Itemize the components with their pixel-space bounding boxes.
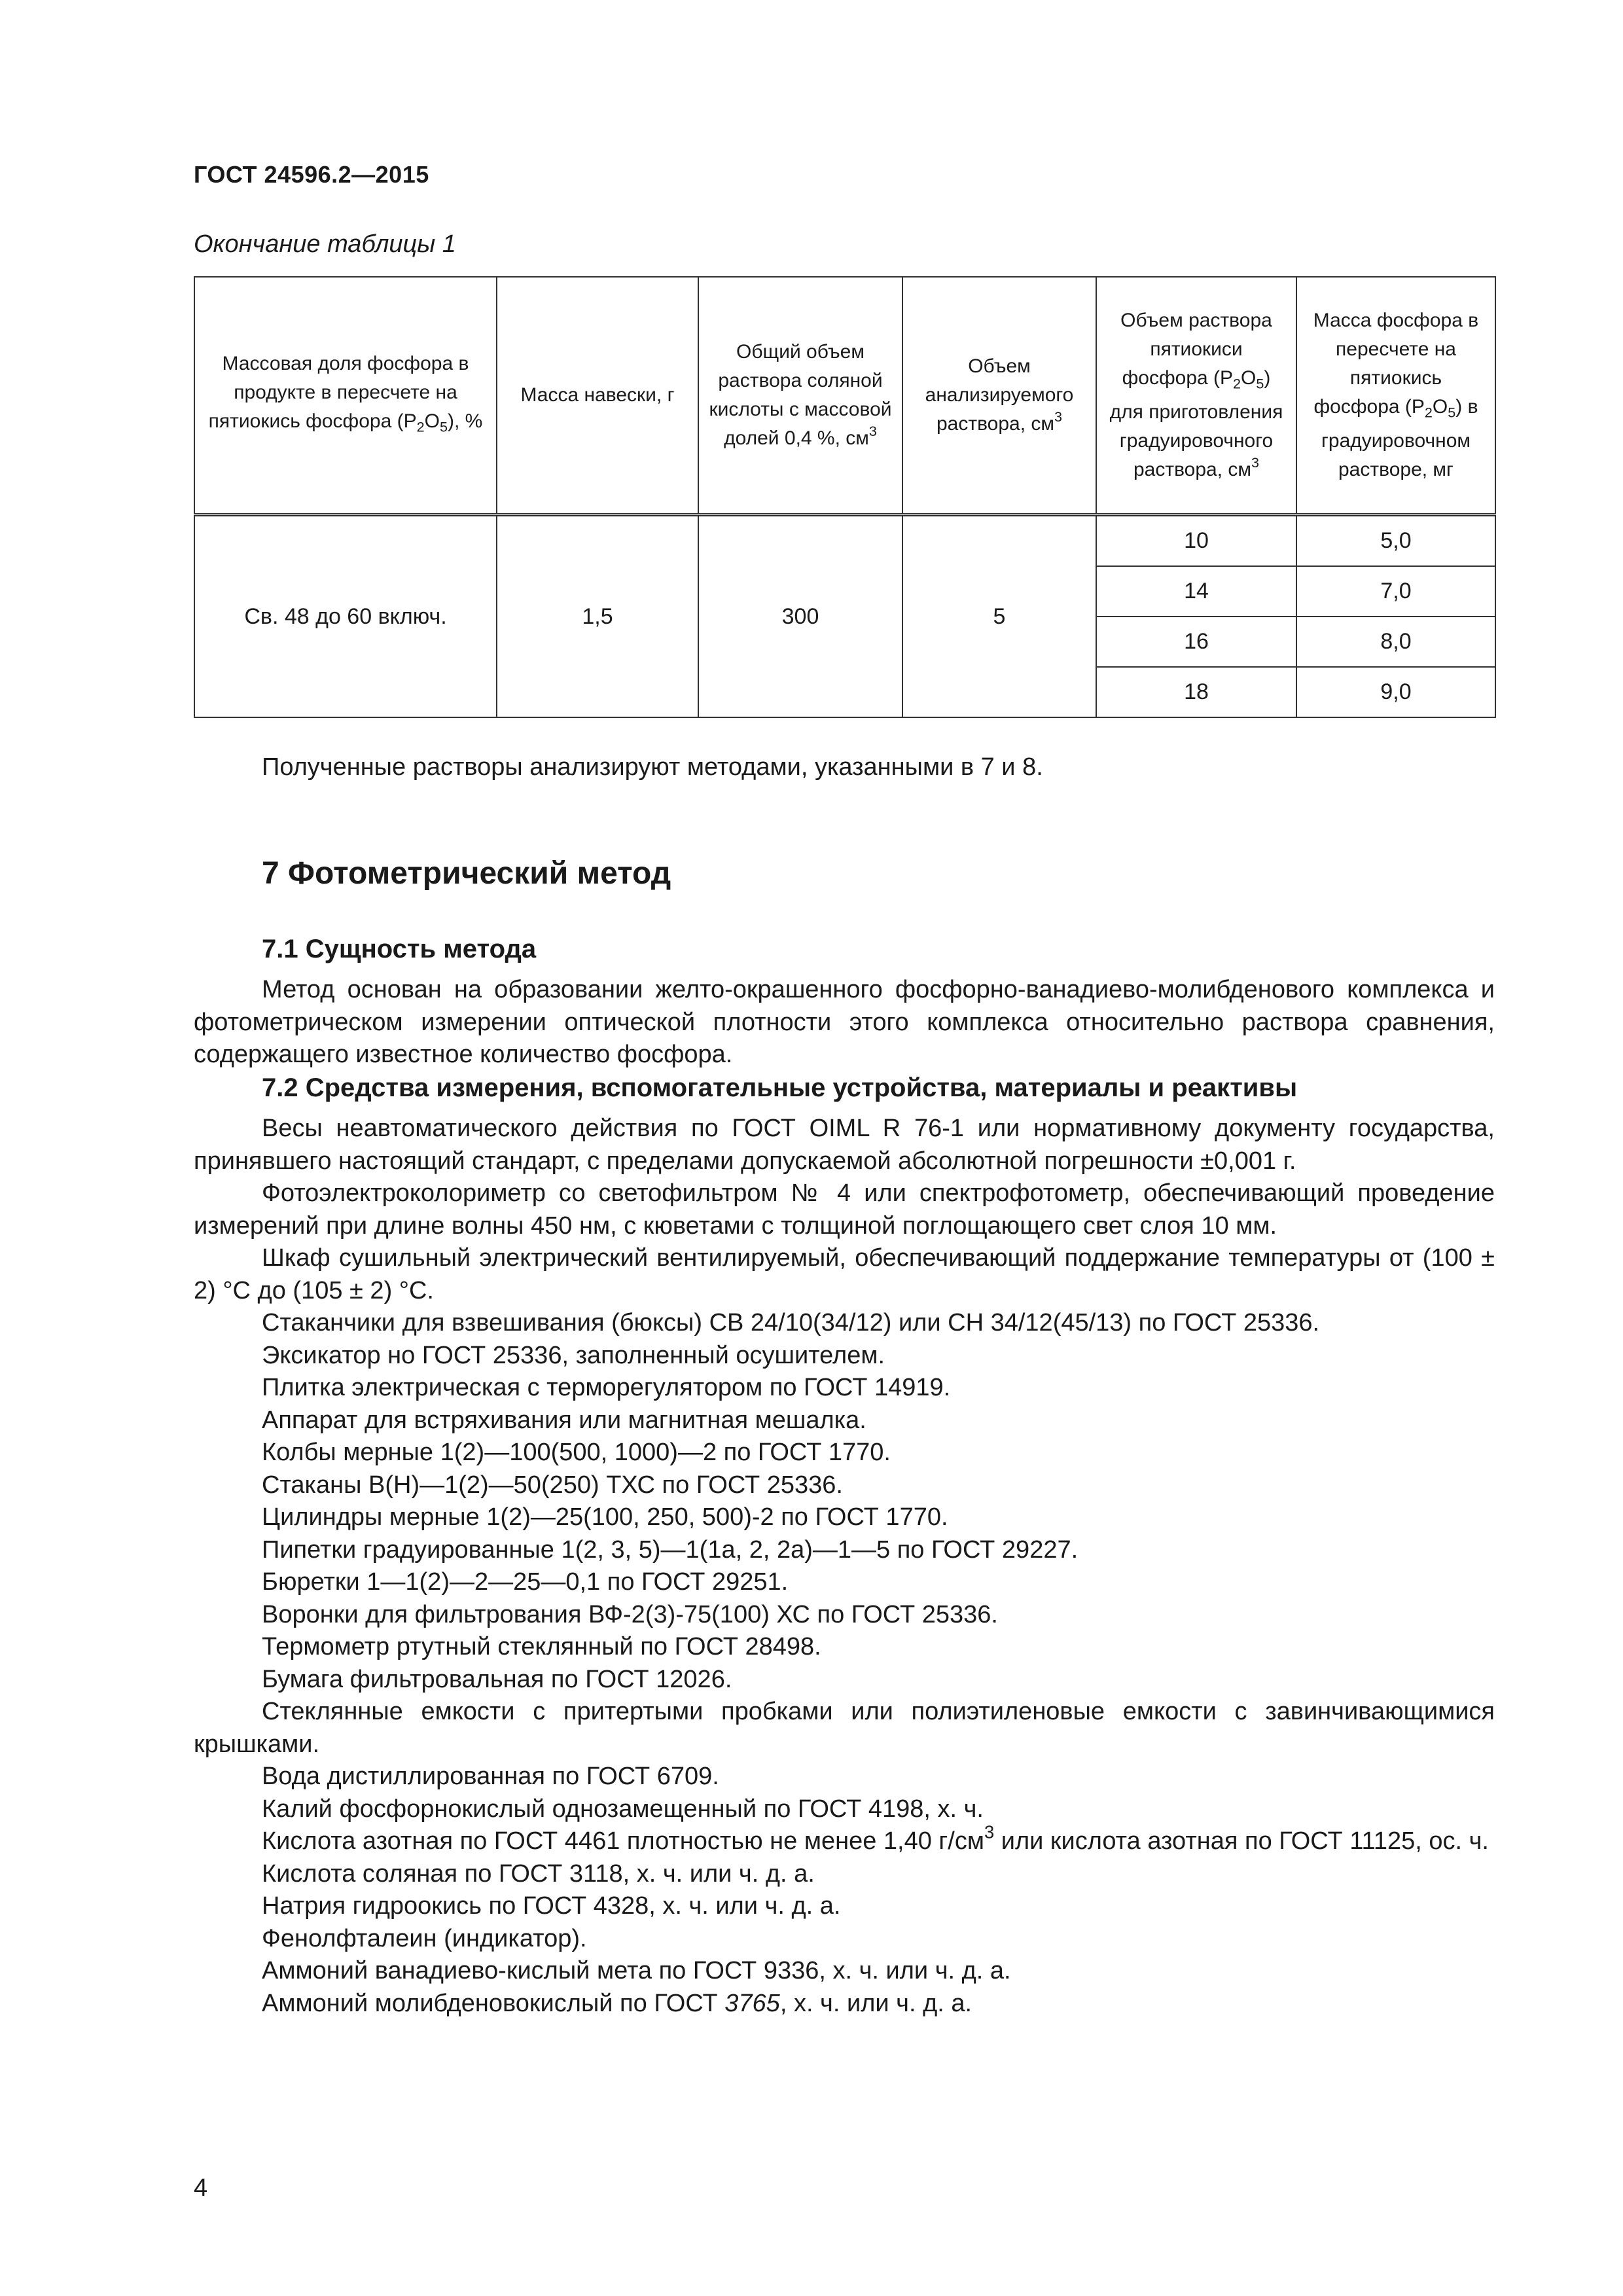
page-number: 4: [194, 2174, 208, 2202]
section-7-1-body: [194, 974, 1495, 1071]
table-header-row: [194, 277, 1495, 515]
cell-solution-volume: 10: [1096, 515, 1296, 567]
section-7-title: 7 Фотометрический метод: [262, 856, 671, 891]
list-item: Калий фосфорнокислый однозамещенный по ГОСТ 4198, х. ч.: [262, 1795, 984, 1823]
list-item: Бумага фильтровальная по ГОСТ 12026.: [262, 1665, 732, 1693]
list-item: Фенолфталеин (индикатор).: [262, 1924, 587, 1952]
list-item: Стаканы В(Н)—1(2)—50(250) ТХС по ГОСТ 25336.: [262, 1471, 843, 1499]
table-1: [194, 276, 1496, 718]
header-sample-mass: Масса навески, г: [497, 277, 698, 515]
list-item: Аммоний ванадиево-кислый мета по ГОСТ 9336, х. ч. или ч. д. а.: [262, 1957, 1011, 1984]
list-item: Плитка электрическая с терморегулятором по ГОСТ 14919.: [262, 1374, 951, 1401]
after-table-paragraph: Полученные растворы анализируют методами, указанными в 7 и 8.: [262, 753, 1043, 781]
header-analyzed-volume: Объем анализируемого раствора, $см^3$: [902, 277, 1096, 515]
list-item: Бюретки 1—1(2)—2—25—0,1 по ГОСТ 29251.: [262, 1568, 789, 1596]
cell-phosphorus-mass: 5,0: [1296, 515, 1495, 567]
cell-phosphorus-mass: 7,0: [1296, 566, 1495, 617]
list-item-ammonium-molybdate: Аммоний молибденовокислый по ГОСТ 3765, х. ч. или ч. д. а.: [262, 1989, 972, 2017]
list-item: Кислота соляная по ГОСТ 3118, х. ч. или ч. д. а.: [262, 1859, 815, 1888]
list-item-nitric-acid: Кислота азотная по ГОСТ 4461 плотностью не менее 1,40 $г/см^3$ или кислота азотная по ГОСТ 11125, ос. ч.: [262, 1821, 1489, 1855]
standard-header: ГОСТ 24596.2—2015: [194, 161, 429, 188]
list-item: Фотоэлектроколориметр со светофильтром № 4 или спектрофотометр, обеспечивающий проведение измерений при длине волны 450 нм, с кюветами с толщиной поглощающего свет слоя 10 мм.: [194, 1179, 1495, 1240]
list-item: Пипетки градуированные 1(2, 3, 5)—1(1а, 2, 2а)—1—5 по ГОСТ 29227.: [262, 1535, 1079, 1564]
header-pentoxide-solution-volume: Объем раствора пятиокиси фосфора $(P_2O_5)$ для приготовления градуировочного раствора, $см^3$: [1096, 277, 1296, 515]
list-item: Воронки для фильтрования ВФ-2(3)-75(100) ХС по ГОСТ 25336.: [262, 1600, 998, 1628]
table-caption: Окончание таблицы 1: [194, 230, 456, 258]
list-item: Термометр ртутный стеклянный по ГОСТ 28498.: [262, 1633, 821, 1660]
paragraph: Метод основан на образовании желто-окрашенного фосфорно-ванадиево-молибденового комплекса и фотометрическом измерении оптической плотности этого комплекса относительно раствора сравнения, содержащего известное количество фосфора.: [194, 976, 1495, 1068]
list-item: Вода дистиллированная по ГОСТ 6709.: [262, 1763, 719, 1790]
table-row: [194, 515, 1495, 567]
cell-phosphorus-mass: 9,0: [1296, 667, 1495, 717]
list-item: Весы неавтоматического действия по ГОСТ OIML R 76-1 или нормативному документу государства, принявшего настоящий стандарт, с пределами допускаемой абсолютной погрешности ±0,001 г.: [194, 1115, 1495, 1175]
list-item: Колбы мерные 1(2)—100(500, 1000)—2 по ГОСТ 1770.: [262, 1439, 891, 1466]
list-item: Шкаф сушильный электрический вентилируемый, обеспечивающий поддержание температуры от (100 ± 2) °С до (105 ± 2) °С.: [194, 1244, 1495, 1304]
list-item: Стеклянные емкости с притертыми пробками или полиэтиленовые емкости с завинчивающимися крышками.: [194, 1698, 1495, 1758]
cell-phosphorus-mass: 8,0: [1296, 617, 1495, 667]
list-item: Цилиндры мерные 1(2)—25(100, 250, 500)-2 по ГОСТ 1770.: [262, 1503, 948, 1531]
cell-sample-mass: 1,5: [497, 515, 698, 718]
header-phosphorus-fraction: Массовая доля фосфора в продукте в пересчете на пятиокись фосфора $(P_2O_5)$, %: [194, 277, 497, 515]
cell-solution-volume: 14: [1096, 566, 1296, 617]
list-item: Аппарат для встряхивания или магнитная мешалка.: [262, 1406, 866, 1434]
cell-solution-volume: 18: [1096, 667, 1296, 717]
section-7-1-title: 7.1 Сущность метода: [262, 935, 537, 963]
list-item: Натрия гидроокись по ГОСТ 4328, х. ч. или ч. д. а.: [262, 1892, 841, 1920]
list-item: Эксикатор но ГОСТ 25336, заполненный осушителем.: [262, 1341, 885, 1369]
section-7-2-title: 7.2 Средства измерения, вспомогательные устройства, материалы и реактивы: [262, 1073, 1298, 1102]
cell-acid-volume: 300: [698, 515, 902, 718]
header-acid-volume: Общий объем раствора соляной кислоты с массовой долей 0,4 %, $см^3$: [698, 277, 902, 515]
list-item: Стаканчики для взвешивания (бюксы) СВ 24/10(34/12) или СН 34/12(45/13) по ГОСТ 25336.: [262, 1309, 1320, 1336]
header-phosphorus-mass: Масса фосфора в пересчете на пятиокись фосфора $(P_2O_5)$ в градуировочном растворе, мг: [1296, 277, 1495, 515]
cell-analyzed-volume: 5: [902, 515, 1096, 718]
section-7-2-list: [194, 1113, 1495, 2020]
cell-solution-volume: 16: [1096, 617, 1296, 667]
cell-fraction: Св. 48 до 60 включ.: [194, 515, 497, 718]
